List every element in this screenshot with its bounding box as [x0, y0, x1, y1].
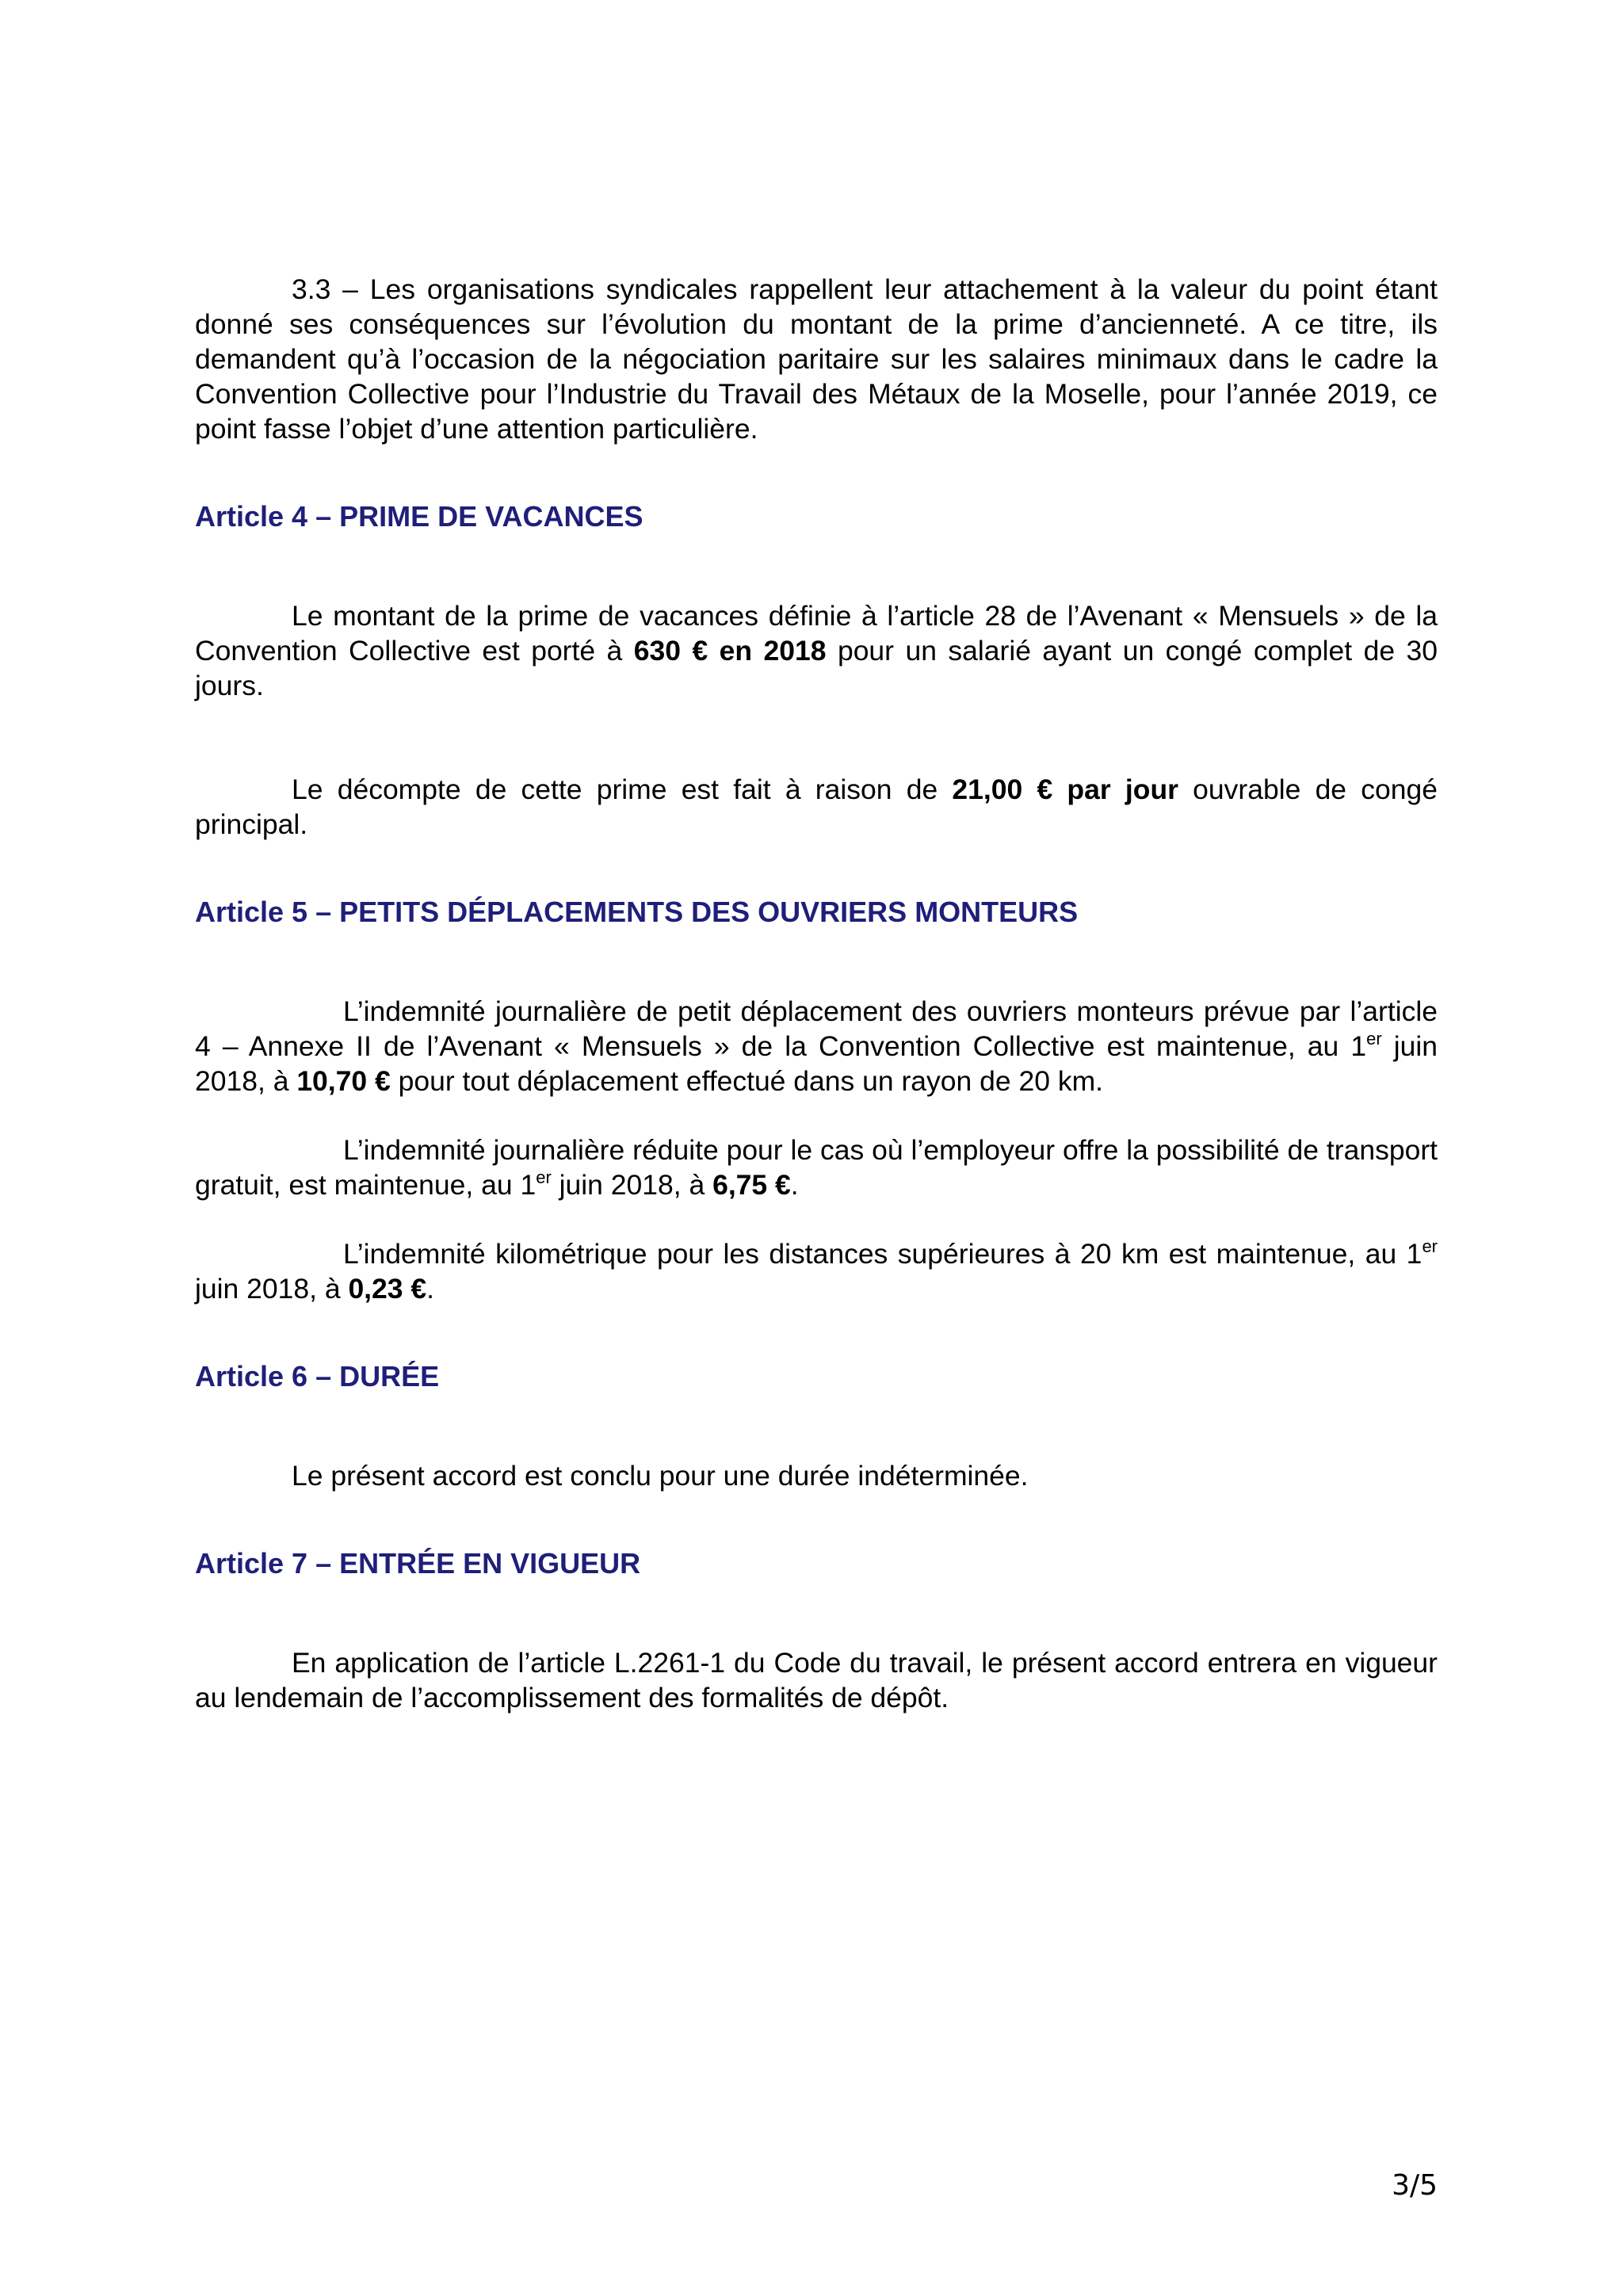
- article-5-paragraph-1: L’indemnité journalière de petit déplacement des ouvriers monteurs prévue par l’article 4 – Annexe II de l’Avenant « Mensuels » de la Convention Collective est maintenue, au 1er juin 2018, à 10,70 € pour tout déplacement effectué dans un rayon de 20 km.: [195, 995, 1438, 1097]
- section-3-3-paragraph: 3.3 – Les organisations syndicales rappellent leur attachement à la valeur du point étant donné ses conséquences sur l’évolution du montant de la prime d’ancienneté. A ce titre, ils demandent qu’à l’occasion de la négociation paritaire sur les salaires minimaux dans le cadre la Convention Collective pour l’Industrie du Travail des Métaux de la Moselle, pour l’année 2019, ce point fasse l’objet d’une attention particulière.: [195, 273, 1438, 445]
- article-4-heading: Article 4 – PRIME DE VACANCES: [195, 500, 643, 533]
- article-7-heading: Article 7 – ENTRÉE EN VIGUEUR: [195, 1547, 641, 1580]
- daily-rate-amount: 21,00 € par jour: [952, 774, 1178, 805]
- article-4-paragraph-1: Le montant de la prime de vacances définie à l’article 28 de l’Avenant « Mensuels » de la Convention Collective est porté à 630 € en 2018 pour un salarié ayant un congé complet de 30 jours.: [195, 600, 1438, 701]
- article-6-paragraph-1: Le présent accord est conclu pour une durée indéterminée.: [292, 1460, 1029, 1492]
- article-7-paragraph-1: En application de l’article L.2261-1 du Code du travail, le présent accord entrera en vigueur au lendemain de l’accomplissement des formalités de dépôt.: [195, 1647, 1438, 1713]
- article-6-heading: Article 6 – DURÉE: [195, 1360, 440, 1392]
- article-5-paragraph-2: L’indemnité journalière réduite pour le cas où l’employeur offre la possibilité de transport gratuit, est maintenue, au 1er juin 2018, à 6,75 €.: [195, 1134, 1438, 1201]
- page-number: 3/5: [1392, 2169, 1438, 2202]
- article-5-heading: Article 5 – PETITS DÉPLACEMENTS DES OUVRIERS MONTEURS: [195, 896, 1079, 928]
- article-5-paragraph-3: L’indemnité kilométrique pour les distances supérieures à 20 km est maintenue, au 1er juin 2018, à 0,23 €.: [195, 1236, 1438, 1305]
- daily-allowance-amount: 10,70 €: [296, 1065, 391, 1097]
- reduced-allowance-amount: 6,75 €: [712, 1169, 791, 1201]
- vacation-bonus-amount: 630 € en 2018: [633, 635, 827, 667]
- article-4-paragraph-2: Le décompte de cette prime est fait à raison de 21,00 € par jour ouvrable de congé principal.: [195, 774, 1438, 840]
- mileage-allowance-amount: 0,23 €: [348, 1273, 427, 1305]
- document-page: [195, 272, 1438, 1715]
